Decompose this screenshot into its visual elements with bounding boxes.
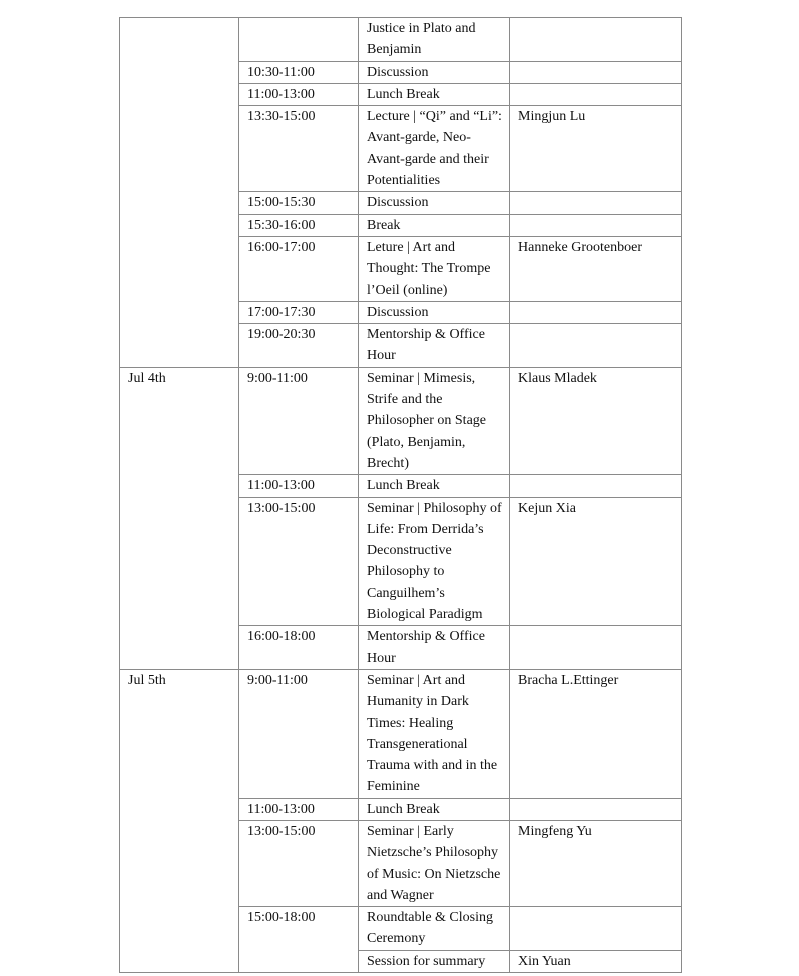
session-cell: Discussion [359, 192, 510, 214]
speaker-cell: Xin Yuan [510, 950, 682, 972]
session-cell: Break [359, 214, 510, 236]
speaker-cell [510, 475, 682, 497]
speaker-cell: Hanneke Grootenboer [510, 236, 682, 301]
time-cell: 9:00-11:00 [239, 367, 359, 474]
table-row [120, 367, 682, 474]
session-cell: Seminar | Mimesis, Strife and the Philosopher on Stage (Plato, Benjamin, Brecht) [359, 367, 510, 474]
time-cell: 11:00-13:00 [239, 798, 359, 820]
session-cell: Discussion [359, 301, 510, 323]
time-cell: 13:00-15:00 [239, 497, 359, 626]
speaker-cell [510, 301, 682, 323]
time-cell: 15:00-18:00 [239, 907, 359, 973]
session-cell: Justice in Plato and Benjamin [359, 18, 510, 62]
table-row [120, 18, 682, 62]
speaker-cell: Mingjun Lu [510, 106, 682, 192]
time-cell: 11:00-13:00 [239, 475, 359, 497]
time-cell: 15:00-15:30 [239, 192, 359, 214]
time-cell: 15:30-16:00 [239, 214, 359, 236]
time-cell: 13:00-15:00 [239, 820, 359, 906]
table-row [120, 669, 682, 798]
time-cell: 16:00-17:00 [239, 236, 359, 301]
date-cell [120, 18, 239, 368]
session-cell: Seminar | Art and Humanity in Dark Times: Healing Transgenerational Trauma with and in the Feminine [359, 669, 510, 798]
date-cell: Jul 5th [120, 669, 239, 972]
session-cell: Roundtable & Closing Ceremony [359, 907, 510, 951]
session-cell: Lunch Break [359, 798, 510, 820]
speaker-cell [510, 18, 682, 62]
time-cell: 16:00-18:00 [239, 626, 359, 670]
speaker-cell [510, 626, 682, 670]
session-cell: Lunch Break [359, 475, 510, 497]
time-cell: 17:00-17:30 [239, 301, 359, 323]
session-cell: Mentorship & Office Hour [359, 324, 510, 368]
session-cell: Leture | Art and Thought: The Trompe l’Oeil (online) [359, 236, 510, 301]
schedule-table [119, 17, 682, 973]
session-cell: Mentorship & Office Hour [359, 626, 510, 670]
time-cell: 13:30-15:00 [239, 106, 359, 192]
time-cell: 9:00-11:00 [239, 669, 359, 798]
speaker-cell [510, 214, 682, 236]
session-cell: Discussion [359, 61, 510, 83]
time-cell: 10:30-11:00 [239, 61, 359, 83]
speaker-cell [510, 798, 682, 820]
date-cell: Jul 4th [120, 367, 239, 669]
session-cell: Lecture | “Qi” and “Li”: Avant-garde, Neo-Avant-garde and their Potentialities [359, 106, 510, 192]
speaker-cell [510, 83, 682, 105]
speaker-cell [510, 324, 682, 368]
session-cell: Lunch Break [359, 83, 510, 105]
session-cell: Seminar | Philosophy of Life: From Derrida’s Deconstructive Philosophy to Canguilhem’s Biological Paradigm [359, 497, 510, 626]
speaker-cell: Kejun Xia [510, 497, 682, 626]
speaker-cell [510, 907, 682, 951]
speaker-cell: Mingfeng Yu [510, 820, 682, 906]
time-cell [239, 18, 359, 62]
speaker-cell [510, 61, 682, 83]
speaker-cell [510, 192, 682, 214]
session-cell: Seminar | Early Nietzsche’s Philosophy of Music: On Nietzsche and Wagner [359, 820, 510, 906]
time-cell: 19:00-20:30 [239, 324, 359, 368]
speaker-cell: Klaus Mladek [510, 367, 682, 474]
speaker-cell: Bracha L.Ettinger [510, 669, 682, 798]
time-cell: 11:00-13:00 [239, 83, 359, 105]
session-cell: Session for summary [359, 950, 510, 972]
